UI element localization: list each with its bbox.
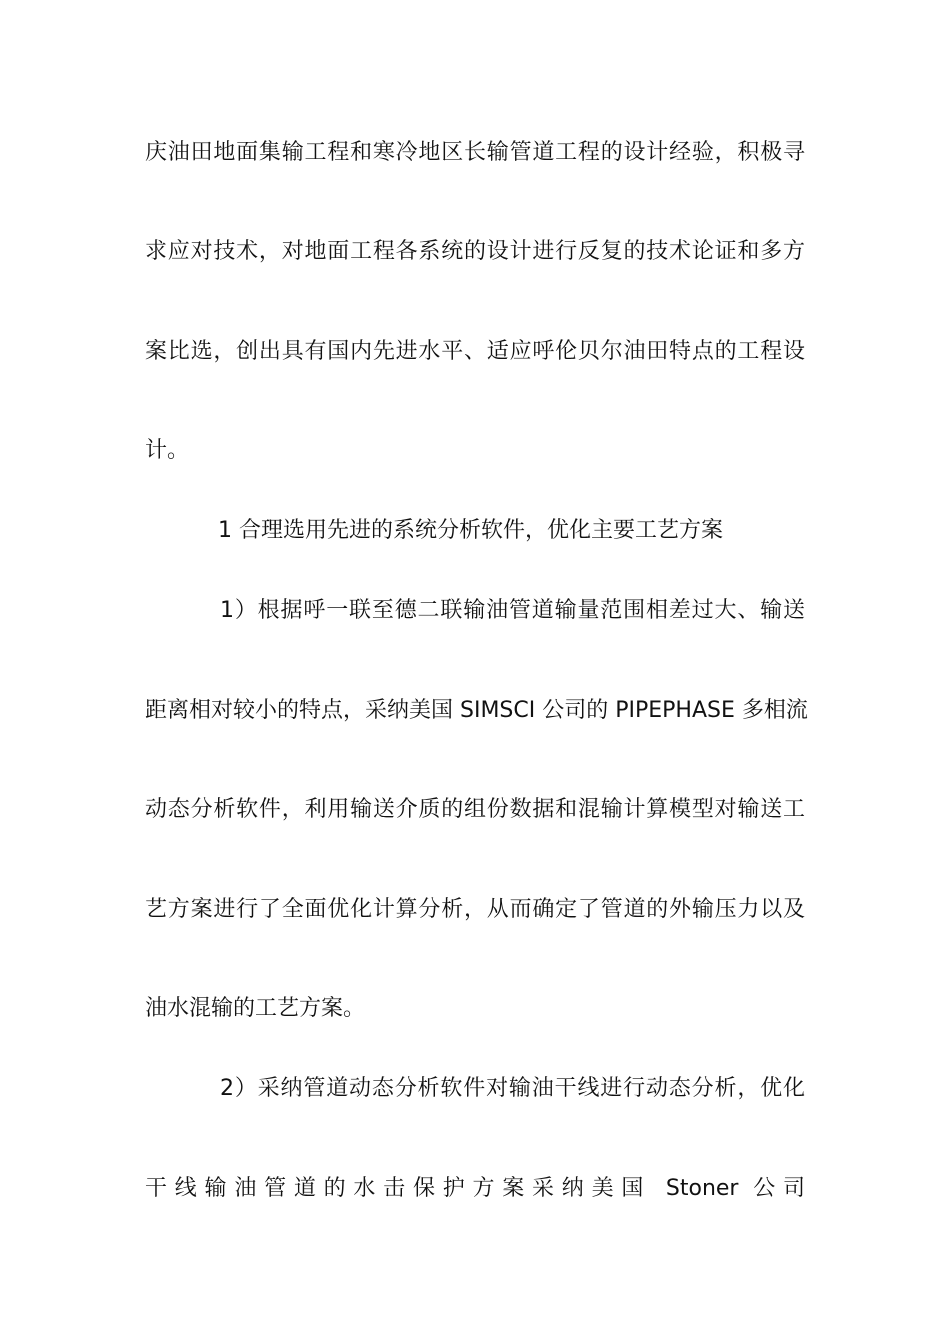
- section-heading: 1 合理选用先进的系统分析软件，优化主要工艺方案: [218, 518, 723, 543]
- item-1-line-5: 油水混输的工艺方案。: [145, 996, 366, 1021]
- paragraph-line-3: 案比选，创出具有国内先进水平、适应呼伦贝尔油田特点的工程设: [145, 339, 805, 364]
- paragraph-line-4: 计。: [145, 438, 190, 463]
- item-1-line-2: 距离相对较小的特点，采纳美国 SIMSCI 公司的 PIPEPHASE 多相流: [145, 698, 808, 723]
- paragraph-line-1: 庆油田地面集输工程和寒冷地区长输管道工程的设计经验，积极寻: [145, 140, 805, 165]
- item-1-line-4: 艺方案进行了全面优化计算分析，从而确定了管道的外输压力以及: [145, 897, 805, 922]
- item-1-line-1: 1）根据呼一联至德二联输油管道输量范围相差过大、输送: [220, 598, 805, 623]
- item-2-line-2: 干线输油管道的水击保护方案采纳美国 Stoner 公司: [145, 1176, 805, 1201]
- paragraph-line-2: 求应对技术，对地面工程各系统的设计进行反复的技术论证和多方: [145, 239, 805, 264]
- item-2-line-1: 2）采纳管道动态分析软件对输油干线进行动态分析，优化: [220, 1076, 805, 1101]
- item-1-line-3: 动态分析软件，利用输送介质的组份数据和混输计算模型对输送工: [145, 797, 805, 822]
